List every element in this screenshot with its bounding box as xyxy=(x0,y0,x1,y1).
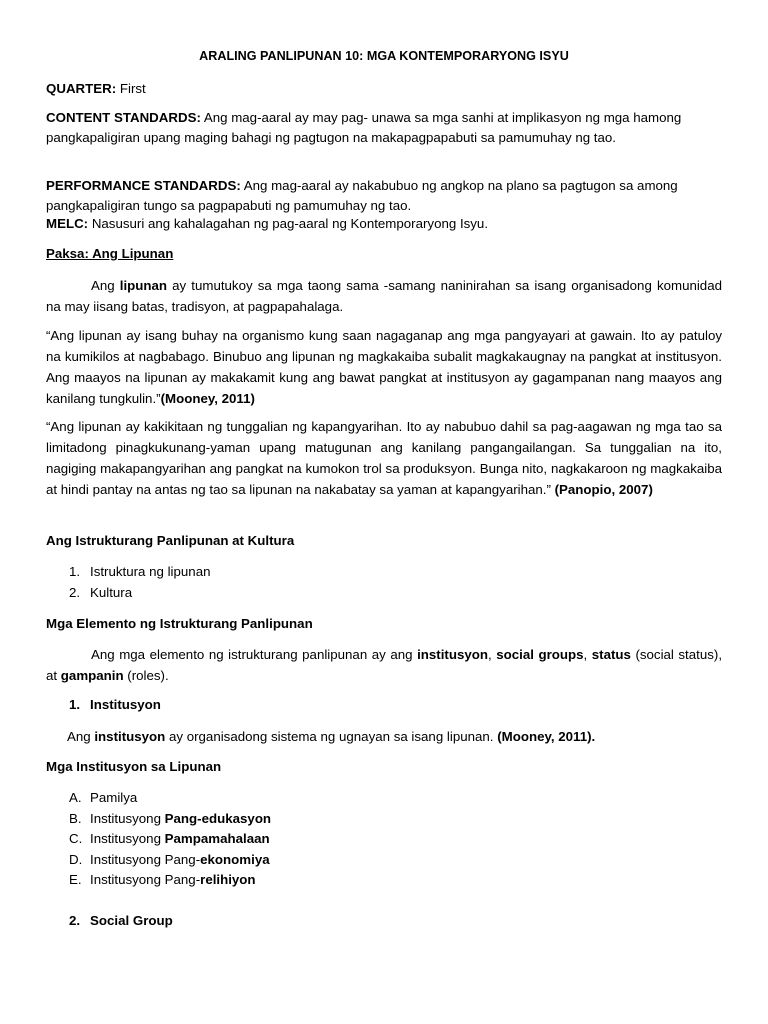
list-item xyxy=(46,809,722,830)
melc-label: MELC: xyxy=(46,216,89,231)
melc-text: Nasusuri ang kahalagahan ng pag-aaral ng Kontemporaryong Isyu. xyxy=(91,216,489,231)
list-item-bold: ekonomiya xyxy=(200,851,270,867)
institusyon-post: ay organisadong sistema ng ugnayan sa isang lipunan. xyxy=(165,729,498,744)
quote-mooney xyxy=(46,325,722,409)
performance-standards-text: Ang mag-aaral ay nakabubuo ng angkop na plano sa pagtugon sa among pangkapaligiran tungo sa pagpapabuti ng pamumuhay ng tao. xyxy=(46,178,678,213)
elements-paragraph xyxy=(46,644,722,686)
list-marker: D. xyxy=(69,851,83,867)
quote-panopio-text: “Ang lipunan ay kakikitaan ng tunggalian ng kapangyarihan. Ito ay nabubuo dahil sa pag-aagawan ng mga tao sa limitadong pinagkukunang-yaman upang matugunan ang kanilang pangangailangan. Sa tunggalian na ito, nagiging makapangyarihan ang pangkat na kumokon trol sa produksyon. Bunga nito, nagkakaroon ng magkakaiba at hindi pantay na antas ng tao sa lipunan na nakabatay sa yaman at kapangyarihan.” xyxy=(46,419,722,497)
performance-standards xyxy=(46,176,722,216)
elements-bold-3: status xyxy=(591,647,631,662)
structure-list xyxy=(46,562,722,603)
elements-text-5: (roles). xyxy=(123,668,169,683)
list-item-bold: relihiyon xyxy=(200,872,256,887)
list-marker: E. xyxy=(69,872,82,887)
list-item xyxy=(46,829,722,850)
quote-panopio-cite: (Panopio, 2007) xyxy=(554,482,653,497)
institusyon-bold: institusyon xyxy=(94,729,166,744)
list-item-text: Institusyong Pang- xyxy=(90,872,201,887)
list-marker: 1. xyxy=(69,697,81,712)
list-item xyxy=(46,870,722,891)
list-item xyxy=(46,850,722,871)
intro-paragraph xyxy=(46,275,722,317)
elements-bold-2: social groups xyxy=(496,647,584,662)
quarter-label: QUARTER: xyxy=(46,81,117,96)
elements-text-3: , xyxy=(583,647,592,662)
content-standards xyxy=(46,108,722,148)
list-marker: A. xyxy=(69,790,82,805)
quarter-value: First xyxy=(119,81,146,96)
item-institusyon xyxy=(46,695,722,716)
elements-bold-1: institusyon xyxy=(417,647,488,662)
list-marker: 2. xyxy=(69,584,81,600)
paksa-heading: Paksa: Ang Lipunan xyxy=(46,246,174,261)
intro-bold: lipunan xyxy=(119,278,168,293)
elements-text-2: , xyxy=(487,647,497,662)
quarter-line xyxy=(46,79,722,99)
list-marker: B. xyxy=(69,810,82,826)
list-item xyxy=(46,562,722,583)
list-item xyxy=(46,911,722,932)
list-item-text: Institusyong xyxy=(90,810,165,826)
structure-heading: Ang Istrukturang Panlipunan at Kultura xyxy=(46,533,295,548)
list-item-text: Institusyon xyxy=(90,697,161,712)
list-item-bold: Pampamahalaan xyxy=(164,831,270,846)
list-item xyxy=(46,583,722,604)
document-title: ARALING PANLIPUNAN 10: MGA KONTEMPORARYONG ISYU xyxy=(199,49,569,63)
elements-text-1: Ang mga elemento ng istrukturang panlipunan ay ang xyxy=(91,647,418,662)
list-item xyxy=(46,788,722,809)
institutions-heading: Mga Institusyon sa Lipunan xyxy=(46,759,222,774)
elements-bold-4: gampanin xyxy=(60,668,124,683)
list-marker: C. xyxy=(69,831,83,846)
elements-heading: Mga Elemento ng Istrukturang Panlipunan xyxy=(46,616,313,631)
list-marker: 2. xyxy=(69,913,81,928)
content-standards-label: CONTENT STANDARDS: xyxy=(46,110,201,125)
institusyon-cite: (Mooney, 2011). xyxy=(497,729,596,744)
quote-mooney-text: “Ang lipunan ay isang buhay na organismo kung saan nagaganap ang mga pangyayari at gawain. Ito ay patuloy na kumikilos at nagbabago. Binubuo ang lipunan ng magkakaiba subalit magkakaugnay na pangkat at institusyon. Ang maayos na lipunan ay makakamit kung ang bawat pangkat at institusyon ay gagampanan nang maayos ang kanilang tungkulin.” xyxy=(46,328,722,406)
quote-panopio xyxy=(46,416,722,500)
institusyon-pre: Ang xyxy=(67,729,95,744)
list-item-text: Institusyong Pang- xyxy=(90,851,201,867)
performance-standards-label: PERFORMANCE STANDARDS: xyxy=(46,178,241,193)
melc xyxy=(46,214,722,234)
list-marker: 1. xyxy=(69,564,81,579)
elements-text-4: (social status), at xyxy=(46,647,723,683)
list-item-text: Istruktura ng lipunan xyxy=(90,564,211,579)
intro-pre: Ang xyxy=(91,278,120,293)
intro-post: ay tumutukoy sa mga taong sama -samang naninirahan sa isang organisadong komunidad na may iisang batas, tradisyon, at pagpapahalaga. xyxy=(46,278,722,314)
item-social-group xyxy=(46,911,722,932)
quote-mooney-cite: (Mooney, 2011) xyxy=(160,391,255,406)
content-standards-text: Ang mag-aaral ay may pag- unawa sa mga sanhi at implikasyon ng mga hamong pangkapaligiran upang maging bahagi ng pagtugon na makapagpapabuti sa pamumuhay ng tao. xyxy=(46,110,682,145)
list-item-text: Institusyong xyxy=(90,831,165,846)
list-item-bold: Pang-edukasyon xyxy=(164,810,272,826)
institusyon-paragraph xyxy=(67,727,722,747)
list-item-text: Pamilya xyxy=(90,790,138,805)
list-item-text: Kultura xyxy=(90,584,133,600)
list-item-text: Social Group xyxy=(90,913,173,928)
institutions-list xyxy=(46,788,722,891)
list-item xyxy=(46,695,722,716)
